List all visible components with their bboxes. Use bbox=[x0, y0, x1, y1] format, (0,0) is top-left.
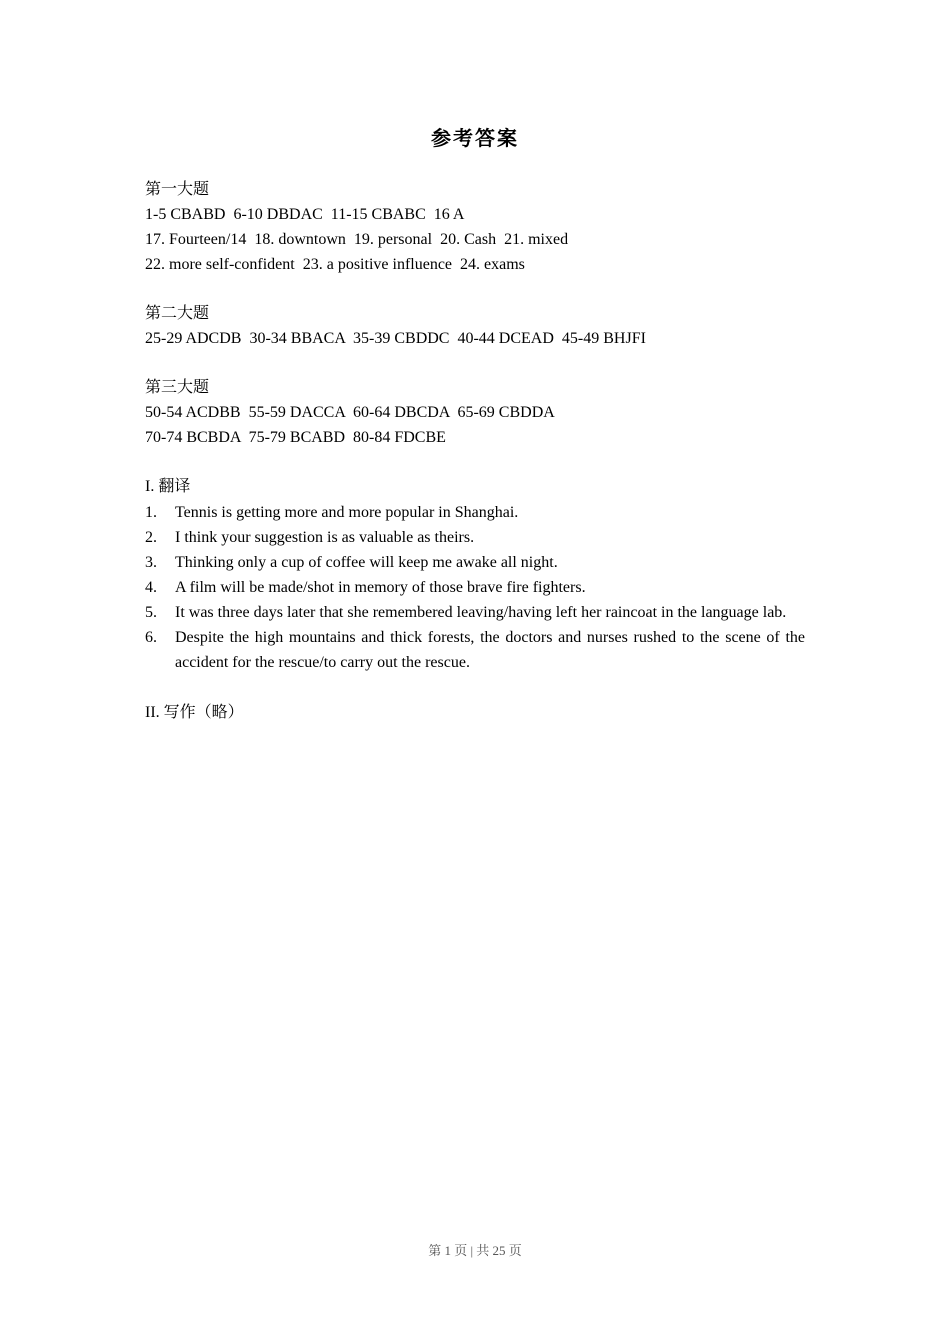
item-number: 3. bbox=[145, 554, 157, 571]
answer-line: 25-29 ADCDB 30-34 BBACA 35-39 CBDDC 40-44 DCEAD 45-49 BHJFI bbox=[145, 330, 646, 347]
translation-section bbox=[145, 474, 805, 675]
section-heading: 第一大题 bbox=[145, 181, 210, 198]
item-text: A film will be made/shot in memory of those brave fire fighters. bbox=[175, 579, 586, 596]
writing-heading: II. 写作（略） bbox=[145, 704, 244, 721]
item-number: 5. bbox=[145, 604, 157, 621]
translation-item bbox=[145, 525, 805, 550]
item-text: I think your suggestion is as valuable as theirs. bbox=[175, 529, 475, 546]
item-text: Despite the high mountains and thick forests, the doctors and nurses rushed to the scene of the accident for the rescue/to carry out the rescue. bbox=[175, 629, 805, 671]
item-number: 4. bbox=[145, 579, 157, 596]
answer-line: 1-5 CBABD 6-10 DBDAC 11-15 CBABC 16 A bbox=[145, 206, 465, 223]
translation-item bbox=[145, 575, 805, 600]
page-title: 参考答案 bbox=[431, 128, 519, 150]
translation-item bbox=[145, 550, 805, 575]
translation-heading: I. 翻译 bbox=[145, 478, 191, 495]
item-text: Thinking only a cup of coffee will keep me awake all night. bbox=[175, 554, 558, 571]
answer-line: 17. Fourteen/14 18. downtown 19. personal 20. Cash 21. mixed bbox=[145, 231, 569, 248]
item-number: 6. bbox=[145, 629, 157, 646]
section-heading: 第二大题 bbox=[145, 305, 210, 322]
answer-section-3 bbox=[145, 375, 805, 450]
answer-line: 22. more self-confident 23. a positive influence 24. exams bbox=[145, 256, 525, 273]
answer-line: 70-74 BCBDA 75-79 BCABD 80-84 FDCBE bbox=[145, 429, 446, 446]
item-number: 2. bbox=[145, 529, 157, 546]
page-footer: 第 1 页 | 共 25 页 bbox=[428, 1243, 522, 1258]
answer-section-1 bbox=[145, 177, 805, 277]
item-text: It was three days later that she remembered leaving/having left her raincoat in the language lab. bbox=[175, 604, 787, 621]
translation-item bbox=[145, 500, 805, 525]
item-text: Tennis is getting more and more popular in Shanghai. bbox=[175, 504, 519, 521]
answer-line: 50-54 ACDBB 55-59 DACCA 60-64 DBCDA 65-69 CBDDA bbox=[145, 404, 555, 421]
translation-item bbox=[145, 625, 805, 675]
item-number: 1. bbox=[145, 504, 157, 521]
answer-section-2 bbox=[145, 301, 805, 351]
translation-item bbox=[145, 600, 805, 625]
section-heading: 第三大题 bbox=[145, 379, 210, 396]
